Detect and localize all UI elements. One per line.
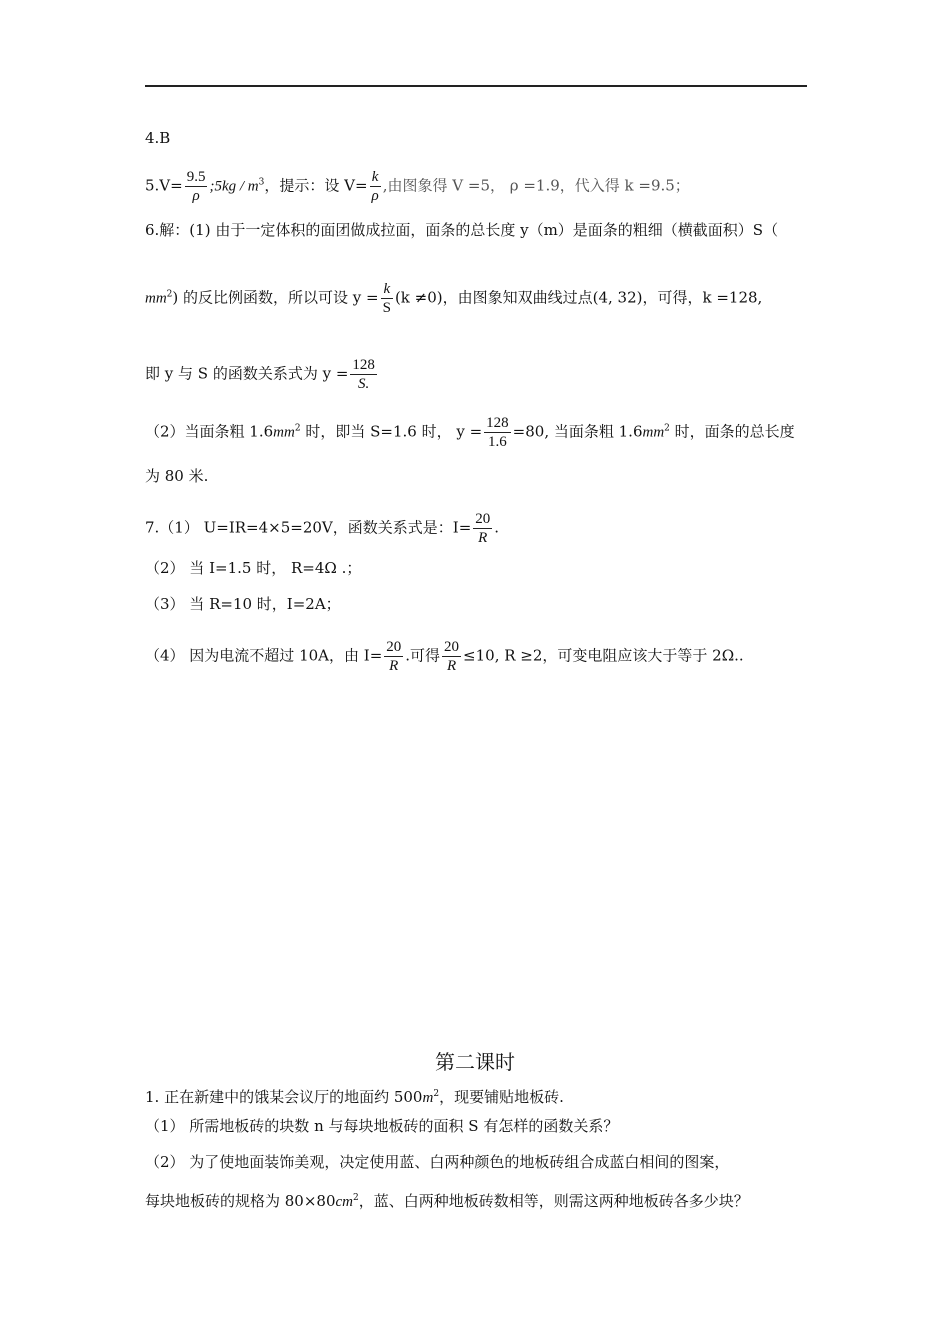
fraction-numerator: 128 — [352, 357, 375, 373]
unit-exponent: 2 — [353, 1193, 359, 1203]
fraction-denominator: S — [382, 300, 391, 316]
section-title: 第二课时 — [435, 1050, 515, 1074]
answer-7-line-1-text: 7.（1） U=IR=4×5=20V，函数关系式是：I= — [145, 518, 472, 537]
fraction-128-over-1-6 — [484, 414, 511, 451]
fraction-numerator: k — [381, 280, 393, 299]
answer-6-line-4-text: （2）当面条粗 1.6 — [145, 422, 274, 441]
question-1-rest: ，现要铺贴地板砖. — [439, 1088, 564, 1106]
fraction-numerator: 20 — [444, 639, 460, 655]
answer-6-line-1: 6.解：(1) 由于一定体积的面团做成拉面，面条的总长度 y（m）是面条的粗细（横截面积）S（ — [145, 221, 779, 239]
unit-mm: mm — [273, 424, 295, 441]
fraction-128-over-s — [350, 356, 377, 393]
question-1-text: 1. 正在新建中的饿某会议厅的地面约 500 — [145, 1088, 423, 1106]
answer-6-line-2-rest: (k ≠0)，由图象知双曲线过点(4, 32)，可得，k =128, — [394, 288, 763, 307]
answer-7-line-4-text: （4） 因为电流不超过 10A，由 I= — [145, 646, 383, 665]
header-rule — [145, 85, 807, 87]
question-1-part-2-text: 每块地板砖的规格为 80×80 — [145, 1192, 336, 1210]
fraction-numerator: 20 — [475, 511, 491, 527]
answer-6-line-2-text: ) 的反比例函数，所以可设 y = — [172, 288, 379, 307]
fraction-denominator: ρ — [371, 188, 379, 204]
answer-5-rest: ,由图象得 V =5， ρ =1.9，代入得 k =9.5； — [382, 176, 690, 195]
question-1-part-2-rest: ，蓝、白两种地板砖数相等，则需这两种地板砖各多少块？ — [358, 1192, 749, 1210]
unit-mm: mm — [642, 424, 665, 441]
fraction-denominator: S. — [358, 376, 370, 392]
unit-exponent: 2 — [166, 289, 173, 300]
answer-6-line-4-mid: 时，即当 S=1.6 时， y = — [300, 422, 483, 441]
fraction-numerator: 128 — [486, 415, 509, 431]
unit-mm: mm — [145, 290, 167, 307]
fraction-20-over-r — [384, 638, 403, 675]
fraction-20-over-r — [473, 510, 492, 547]
answer-6-line-5: 为 80 米. — [145, 467, 209, 485]
unit-exponent: 3 — [258, 177, 265, 188]
answer-6-line-4-end: 时，面条的总长度 — [669, 422, 795, 441]
answer-4: 4.B — [145, 129, 171, 147]
answer-7-line-4-rest: ≤10, R ≥2，可变电阻应该大于等于 2Ω.. — [463, 646, 744, 665]
question-1 — [145, 1084, 564, 1108]
fraction-k-over-rho — [370, 168, 381, 205]
answer-5-hint: ，提示：设 V= — [264, 176, 368, 195]
question-1-part-1: （1） 所需地板砖的块数 n 与每块地板砖的面积 S 有怎样的函数关系？ — [145, 1117, 619, 1135]
fraction-denominator: 1.6 — [488, 434, 507, 450]
fraction-numerator: 9.5 — [186, 169, 206, 185]
answer-7-line-4 — [145, 638, 744, 675]
period: . — [494, 518, 500, 537]
answer-7-line-2: （2） 当 I=1.5 时， R=4Ω .； — [145, 559, 362, 577]
fraction-denominator: R — [446, 658, 457, 674]
answer-6-line-4 — [145, 414, 795, 451]
unit-exponent: 2 — [294, 423, 301, 434]
fraction-denominator: ρ — [192, 188, 200, 204]
answer-6-line-3 — [145, 356, 379, 393]
answer-7-line-3: （3） 当 R=10 时，I=2A； — [145, 595, 341, 613]
fraction-20-over-r — [442, 638, 461, 675]
answer-7-line-4-mid: .可得 — [405, 646, 441, 665]
answer-6-line-3-text: 即 y 与 S 的函数关系式为 y = — [145, 364, 349, 383]
fraction-numerator: 20 — [386, 639, 402, 655]
answer-5 — [145, 168, 690, 205]
fraction-k-over-s — [381, 280, 393, 317]
question-1-part-2: （2） 为了使地面装饰美观，决定使用蓝、白两种颜色的地板砖组合成蓝白相间的图案， — [145, 1153, 730, 1171]
answer-5-unit: ;5kg / m — [209, 178, 259, 195]
fraction-9-5-over-rho — [185, 168, 208, 205]
question-1-part-2-cont — [145, 1188, 749, 1212]
answer-6-line-2 — [145, 280, 762, 317]
answer-7-line-1 — [145, 510, 499, 547]
unit-cm: cm — [335, 1194, 354, 1210]
fraction-numerator: k — [370, 168, 381, 187]
unit-exponent: 2 — [433, 1089, 440, 1099]
answer-6-line-4-rest: =80, 当面条粗 1.6 — [512, 422, 643, 441]
answer-5-prefix: 5.V= — [145, 176, 183, 195]
fraction-denominator: R — [478, 530, 488, 546]
unit-m: m — [422, 1090, 434, 1106]
unit-exponent: 2 — [664, 423, 670, 434]
fraction-denominator: R — [389, 658, 399, 674]
